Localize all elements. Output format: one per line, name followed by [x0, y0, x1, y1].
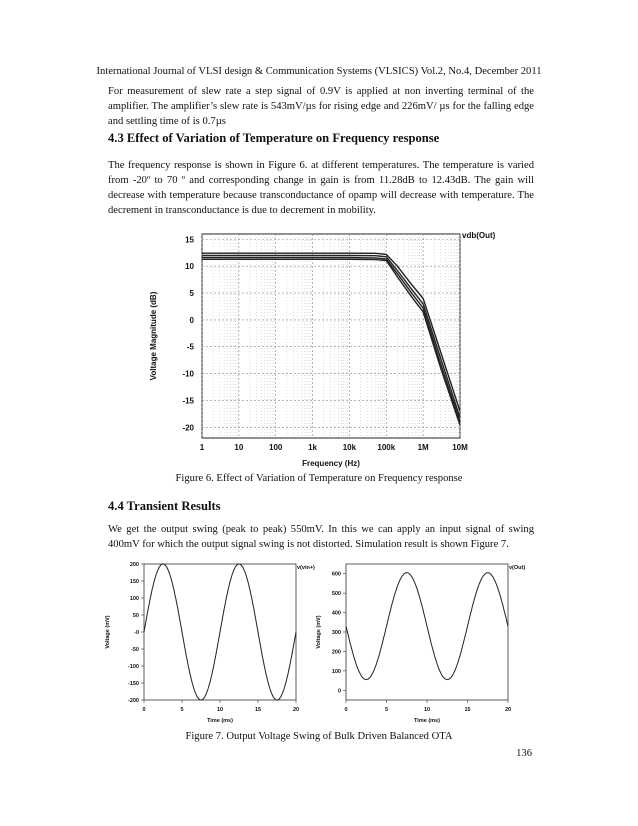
- y-tick-label: 150: [129, 579, 139, 585]
- section-heading-4-3: 4.3 Effect of Variation of Temperature on Frequency response: [108, 131, 440, 145]
- x-tick-label: 1: [199, 443, 205, 452]
- x-tick-label: 20: [292, 707, 300, 713]
- y-tick-label: -20: [182, 423, 194, 433]
- figure-7-input-waveform-chart: [100, 558, 315, 724]
- y-tick-label: 0: [189, 315, 194, 325]
- paragraph-slew-rate: For measurement of slew rate a step signal of 0.9V is applied at non inverting terminal of the amplifier. The amplifier’s slew rate is 543mV/µs for rising edge and 226mV/ µs for the falling edge and settling time of is 0.7µs: [108, 86, 534, 127]
- y-tick-label: 600: [331, 571, 341, 578]
- y-tick-label: 500: [331, 591, 341, 598]
- y-tick-label: -150: [127, 681, 139, 687]
- paragraph-frequency-response: The frequency response is shown in Figure 6. at different temperatures. The temperature is varied from -20º to 70 º and corresponding change in gain is from 11.28dB to 12.43dB. The gain will decrease with temperature because transconductance of opamp will decrease with temperature. The decrement in transconductance is due to decrement in mobility.: [108, 160, 534, 216]
- x-tick-label: 0: [142, 707, 146, 713]
- x-tick-label: 5: [180, 707, 184, 713]
- y-tick-label: -0: [134, 630, 139, 636]
- y-tick-label: 300: [331, 630, 341, 636]
- journal-header: International Journal of VLSI design & Communication Systems (VLSICS) Vol.2, No.4, December 2011: [96, 66, 542, 77]
- x-tick-label: 1M: [417, 443, 429, 452]
- figure-7-caption: Figure 7. Output Voltage Swing of Bulk Driven Balanced OTA: [185, 731, 453, 742]
- y-tick-label: 100: [129, 596, 139, 602]
- y-axis-label: Voltage (mV): [105, 615, 111, 649]
- y-tick-label: 400: [331, 610, 341, 617]
- x-axis-label: Time (ms): [414, 718, 440, 724]
- y-tick-label: -10: [182, 369, 194, 379]
- x-tick-label: 1k: [308, 443, 318, 452]
- page-number: 136: [516, 748, 532, 759]
- y-tick-label: -100: [127, 664, 139, 670]
- x-tick-label: 20: [504, 707, 512, 713]
- y-tick-label: 200: [331, 649, 341, 656]
- x-axis-label: Time (ms): [207, 718, 233, 724]
- x-tick-label: 5: [384, 707, 389, 713]
- y-tick-label: 5: [189, 289, 194, 299]
- legend-label: v(vin+): [297, 565, 315, 571]
- legend-label: vdb(Out): [462, 231, 496, 240]
- x-tick-label: 15: [464, 707, 471, 713]
- plot-area: [346, 564, 508, 700]
- x-tick-label: 10: [423, 707, 431, 713]
- y-tick-label: 50: [132, 613, 139, 619]
- x-tick-label: 10k: [342, 443, 357, 452]
- x-tick-label: 10: [234, 443, 244, 452]
- x-tick-label: 0: [344, 707, 348, 713]
- x-tick-label: 10M: [452, 443, 468, 452]
- section-heading-4-4: 4.4 Transient Results: [108, 499, 221, 513]
- y-tick-label: 200: [129, 562, 139, 568]
- y-tick-label: -15: [182, 396, 194, 406]
- y-tick-label: 0: [337, 688, 341, 695]
- y-tick-label: -200: [127, 698, 139, 704]
- y-tick-label: -5: [186, 342, 194, 352]
- paragraph-transient: We get the output swing (peak to peak) 550mV. In this we can apply an input signal of swing 400mV for which the output signal swing is not distorted. Simulation result is shown Figure 7.: [108, 524, 534, 550]
- y-tick-label: -50: [131, 647, 139, 653]
- legend-label: v(Out): [509, 565, 526, 571]
- x-tick-label: 100k: [377, 443, 396, 452]
- figure-6-caption: Figure 6. Effect of Variation of Temperature on Frequency response: [175, 473, 463, 484]
- figure-7-output-waveform-chart: [312, 558, 530, 724]
- figure-6-frequency-chart: [140, 224, 510, 470]
- y-axis-label: Voltage Magnitude (dB): [149, 291, 158, 381]
- x-tick-label: 10: [216, 707, 224, 713]
- y-tick-label: 15: [185, 235, 194, 245]
- y-tick-label: 100: [331, 668, 341, 675]
- y-axis-label: Voltage (mV): [316, 615, 322, 649]
- x-axis-label: Frequency (Hz): [302, 459, 360, 468]
- x-tick-label: 100: [269, 443, 283, 452]
- y-tick-label: 10: [185, 262, 194, 272]
- x-tick-label: 15: [254, 707, 262, 713]
